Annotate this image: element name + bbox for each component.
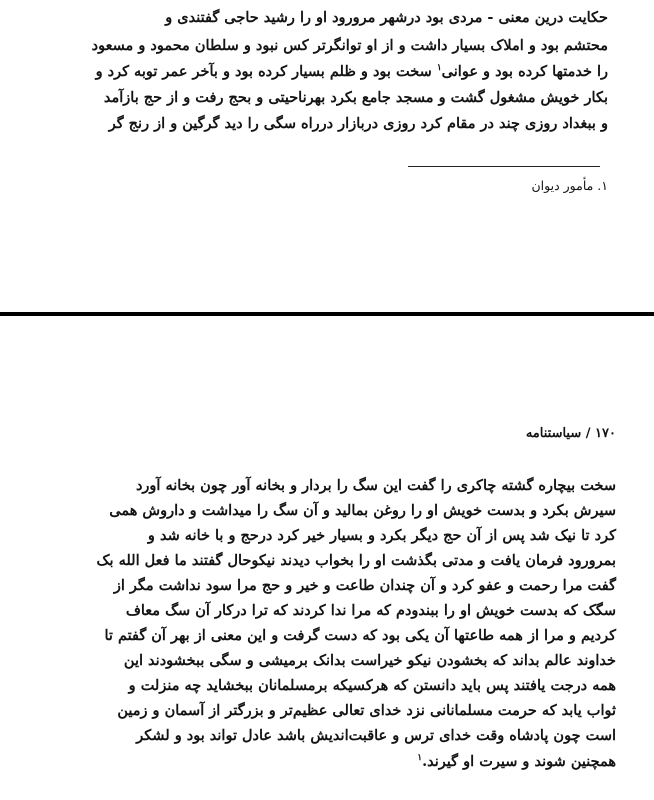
text-line: کرد تا نیک شد پس از آن حج دیگر بکرد و بسیار خیر کرد درحج و با خانه شد و xyxy=(147,527,616,544)
text-line: ثواب یابد که حرمت مسلمانانی نزد خدای تعالی عظیم‌تر و بزرگتر از آسمان و زمین xyxy=(117,702,616,719)
text-line: کردیم و مرا از همه طاعتها آن یکی بود که دست گرفت و این معنی از بهر آن گفتم تا xyxy=(104,627,616,644)
text-line-content: را خدمتها کرده بود و عوانی xyxy=(441,63,608,80)
text-line: گفت مرا رحمت و عفو کرد و آن چندان طاعت و خیر و حج مرا سود نداشت مگر از xyxy=(113,577,616,594)
footnote: ۱. مأمور دیوان xyxy=(531,178,608,193)
text-line: سگک که بدست خویش او را ببندودم که مرا ندا کردند که ترا درکار آن سگ معاف xyxy=(125,602,616,619)
book-title: / سیاستنامه xyxy=(525,426,591,441)
text-line: بمرورود فرمان یافت و مدتی بگذشت او را بخواب دیدند نیکوحال گفتند ما فعل الله بک xyxy=(96,552,616,569)
footnote-marker: ۱ xyxy=(417,753,423,763)
text-line: خداوند عالم بداند که بخشودن نیکو خیراست بدانک برمیشی و سگی ببخشودند این xyxy=(123,652,616,669)
text-line xyxy=(0,8,654,28)
current-page xyxy=(0,316,654,800)
text-line-content: سخت بود و ظلم بسیار کرده بود و بآخر عمر توبه کرد و xyxy=(95,63,432,80)
text-line: است چون پادشاه وقت خدای ترس و عاقبت‌اندیش باشد عادل تواند بود و لشکر xyxy=(136,727,616,744)
text-line: بکار خویش مشغول گشت و مسجد جامع بکرد بهرناحیتی و بحج رفت و از حج بازآمد xyxy=(103,89,608,106)
text-line: و ببغداد روزی چند در مقام کرد روزی دربازار درراه سگی را دید گرگین و از رنج گر xyxy=(108,115,608,132)
text-line: سخت بیچاره گشته چاکری را گفت این سگ را بردار و بخانه آور چون بخانه آورد xyxy=(135,477,616,494)
text-line: همه درجت یافتند پس باید دانستن که هرکسیکه برمسلمانان ببخشاید چه منزلت و xyxy=(128,677,616,694)
text-line: محتشم بود و املاک بسیار داشت و از او توانگرتر کس نبود و سلطان محمود و مسعود xyxy=(91,37,608,54)
text-line-content: مردی بود درشهر مرورود او را رشید حاجی گفتندی و xyxy=(165,9,483,26)
text-line-content: همچنین شوند و سیرت او گیرند. xyxy=(422,753,616,770)
previous-page xyxy=(0,0,654,312)
footnote-marker: ۱ xyxy=(436,63,442,73)
page-header xyxy=(526,426,616,441)
text-line xyxy=(0,752,654,774)
story-heading: حکایت درین معنی - xyxy=(487,9,608,26)
text-line xyxy=(0,62,654,84)
page-number: ۱۷۰ xyxy=(595,426,616,441)
text-line: سیرش بکرد و بدست خویش او را روغن بمالید و آن سگ را میداشت و داروش همی xyxy=(109,502,616,519)
footnote-divider xyxy=(408,166,600,167)
